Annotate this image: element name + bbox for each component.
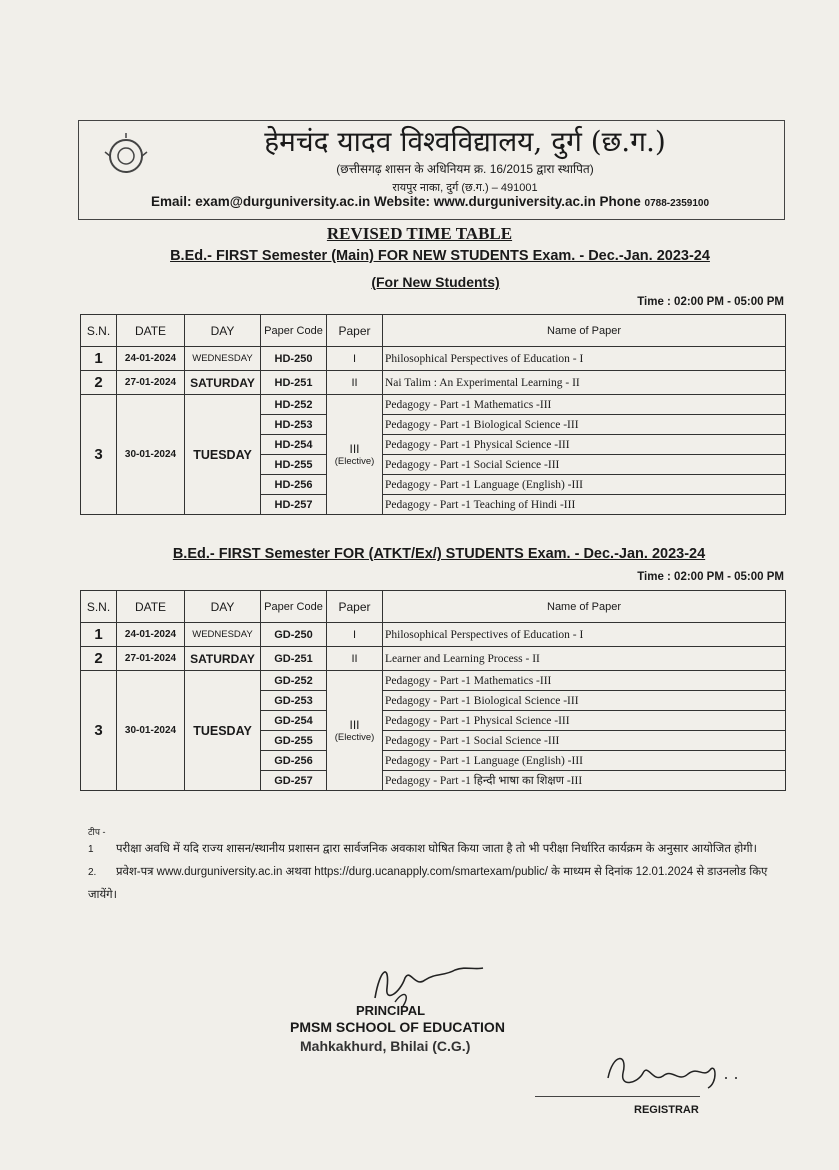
paper-name: Philosophical Perspectives of Education - I	[383, 623, 786, 647]
paper-name: Pedagogy - Part -1 Physical Science -III	[383, 435, 786, 455]
note-number: 2.	[88, 867, 97, 878]
establishment-note: (छत्तीसगढ़ शासन के अधिनियम क्र. 16/2015 द्वारा स्थापित)	[336, 162, 594, 176]
paper-code: HD-251	[261, 371, 327, 395]
table-row	[81, 395, 786, 415]
contact-text: Email: exam@durguniversity.ac.in Website: www.durguniversity.ac.in Phone	[150, 194, 641, 209]
table2-title: B.Ed.- FIRST Semester FOR (ATKT/Ex/) STUDENTS Exam. - Dec.-Jan. 2023-24	[172, 546, 706, 562]
contact-line	[80, 194, 780, 209]
note-item	[88, 861, 798, 907]
serial-number: 2	[81, 371, 117, 395]
paper-code: GD-254	[261, 711, 327, 731]
paper-code: HD-253	[261, 415, 327, 435]
note-text: प्रवेश-पत्र www.durguniversity.ac.in अथवा https://durg.ucanapply.com/smartexam/public/ के माध्यम से दिनांक 12.01.2024 से डाउनलोड किए जायेंगे।	[88, 866, 768, 901]
paper-number: II	[327, 647, 383, 671]
paper-code: GD-255	[261, 731, 327, 751]
notes-section	[88, 826, 798, 907]
paper-number: I	[327, 347, 383, 371]
exam-day: WEDNESDAY	[185, 623, 261, 647]
exam-day: SATURDAY	[185, 647, 261, 671]
paper-code: GD-252	[261, 671, 327, 691]
paper-name: Pedagogy - Part -1 हिन्दी भाषा का शिक्षण -III	[383, 771, 786, 791]
phone-number: 0788-2359100	[644, 198, 710, 209]
column-header: DATE	[117, 315, 185, 347]
paper-name: Pedagogy - Part -1 Biological Science -III	[383, 415, 786, 435]
paper-code: HD-255	[261, 455, 327, 475]
header-row	[81, 591, 786, 623]
paper-code: GD-253	[261, 691, 327, 711]
paper-number: I	[327, 623, 383, 647]
revised-time-table-title: REVISED TIME TABLE	[326, 224, 513, 243]
table1-subtitle: (For New Students)	[371, 274, 500, 290]
paper-code: HD-252	[261, 395, 327, 415]
column-header: S.N.	[81, 591, 117, 623]
exam-day: TUESDAY	[185, 671, 261, 791]
exam-date: 24-01-2024	[117, 623, 185, 647]
serial-number: 3	[81, 395, 117, 515]
paper-name: Pedagogy - Part -1 Mathematics -III	[383, 395, 786, 415]
exam-date: 30-01-2024	[117, 671, 185, 791]
column-header: Paper Code	[261, 315, 327, 347]
paper-name: Pedagogy - Part -1 Social Science -III	[383, 455, 786, 475]
column-header: Paper	[327, 315, 383, 347]
notes-label: टीप -	[88, 827, 106, 837]
paper-code: HD-256	[261, 475, 327, 495]
elective-note: (Elective)	[334, 456, 375, 467]
column-header: DAY	[185, 315, 261, 347]
paper-name: Nai Talim : An Experimental Learning - II	[383, 371, 786, 395]
paper-name: Pedagogy - Part -1 Teaching of Hindi -III	[383, 495, 786, 515]
paper-name: Learner and Learning Process - II	[383, 647, 786, 671]
registrar-label: REGISTRAR	[634, 1104, 699, 1116]
paper-code: GD-251	[261, 647, 327, 671]
paper-code: HD-257	[261, 495, 327, 515]
column-header: DATE	[117, 591, 185, 623]
paper-name: Pedagogy - Part -1 Social Science -III	[383, 731, 786, 751]
paper-code: GD-257	[261, 771, 327, 791]
serial-number: 2	[81, 647, 117, 671]
time-table-atkt-students	[80, 590, 786, 791]
paper-name: Pedagogy - Part -1 Mathematics -III	[383, 671, 786, 691]
paper-name: Pedagogy - Part -1 Language (English) -III	[383, 751, 786, 771]
note-number: 1	[88, 844, 94, 855]
university-name: हेमचंद यादव विश्वविद्यालय, दुर्ग (छ.ग.)	[264, 125, 666, 158]
column-header: S.N.	[81, 315, 117, 347]
paper-name: Pedagogy - Part -1 Biological Science -III	[383, 691, 786, 711]
paper-roman: III	[349, 442, 360, 456]
table-row	[81, 623, 786, 647]
paper-code: GD-250	[261, 623, 327, 647]
paper-number	[327, 395, 383, 515]
column-header: Name of Paper	[383, 315, 786, 347]
table2-time: Time : 02:00 PM - 05:00 PM	[637, 571, 784, 583]
principal-signature	[355, 958, 495, 1008]
table-row	[81, 647, 786, 671]
elective-note: (Elective)	[334, 732, 375, 743]
paper-code: HD-250	[261, 347, 327, 371]
serial-number: 1	[81, 347, 117, 371]
university-logo-icon	[104, 132, 148, 180]
university-address: रायपुर नाका, दुर्ग (छ.ग.) – 491001	[392, 182, 538, 194]
serial-number: 1	[81, 623, 117, 647]
paper-code: HD-254	[261, 435, 327, 455]
school-name: PMSM SCHOOL OF EDUCATION	[290, 1019, 505, 1035]
table1-time: Time : 02:00 PM - 05:00 PM	[637, 296, 784, 308]
paper-number	[327, 671, 383, 791]
registrar-line	[535, 1096, 700, 1097]
column-header: Paper	[327, 591, 383, 623]
column-header: Name of Paper	[383, 591, 786, 623]
principal-title: PRINCIPAL	[356, 1003, 426, 1018]
table1-title: B.Ed.- FIRST Semester (Main) FOR NEW STUDENTS Exam. - Dec.-Jan. 2023-24	[170, 248, 710, 264]
column-header: Paper Code	[261, 591, 327, 623]
paper-name: Pedagogy - Part -1 Physical Science -III	[383, 711, 786, 731]
table-row	[81, 671, 786, 691]
school-place: Mahkakhurd, Bhilai (C.G.)	[300, 1038, 471, 1054]
table-row	[81, 371, 786, 395]
note-item	[88, 838, 798, 861]
note-text: परीक्षा अवधि में यदि राज्य शासन/स्थानीय प्रशासन द्वारा सार्वजनिक अवकाश घोषित किया जाता है तो भी परीक्षा निर्धारित कार्यक्रम के अनुसार आयोजित होगी।	[116, 843, 757, 855]
paper-name: Philosophical Perspectives of Education - I	[383, 347, 786, 371]
exam-day: SATURDAY	[185, 371, 261, 395]
time-table-new-students	[80, 314, 786, 515]
registrar-signature	[598, 1048, 748, 1098]
paper-code: GD-256	[261, 751, 327, 771]
exam-date: 24-01-2024	[117, 347, 185, 371]
paper-number: II	[327, 371, 383, 395]
paper-roman: III	[349, 718, 360, 732]
column-header: DAY	[185, 591, 261, 623]
paper-name: Pedagogy - Part -1 Language (English) -III	[383, 475, 786, 495]
table-row	[81, 347, 786, 371]
exam-day: WEDNESDAY	[185, 347, 261, 371]
serial-number: 3	[81, 671, 117, 791]
exam-date: 27-01-2024	[117, 647, 185, 671]
exam-day: TUESDAY	[185, 395, 261, 515]
exam-date: 30-01-2024	[117, 395, 185, 515]
exam-date: 27-01-2024	[117, 371, 185, 395]
header-row	[81, 315, 786, 347]
